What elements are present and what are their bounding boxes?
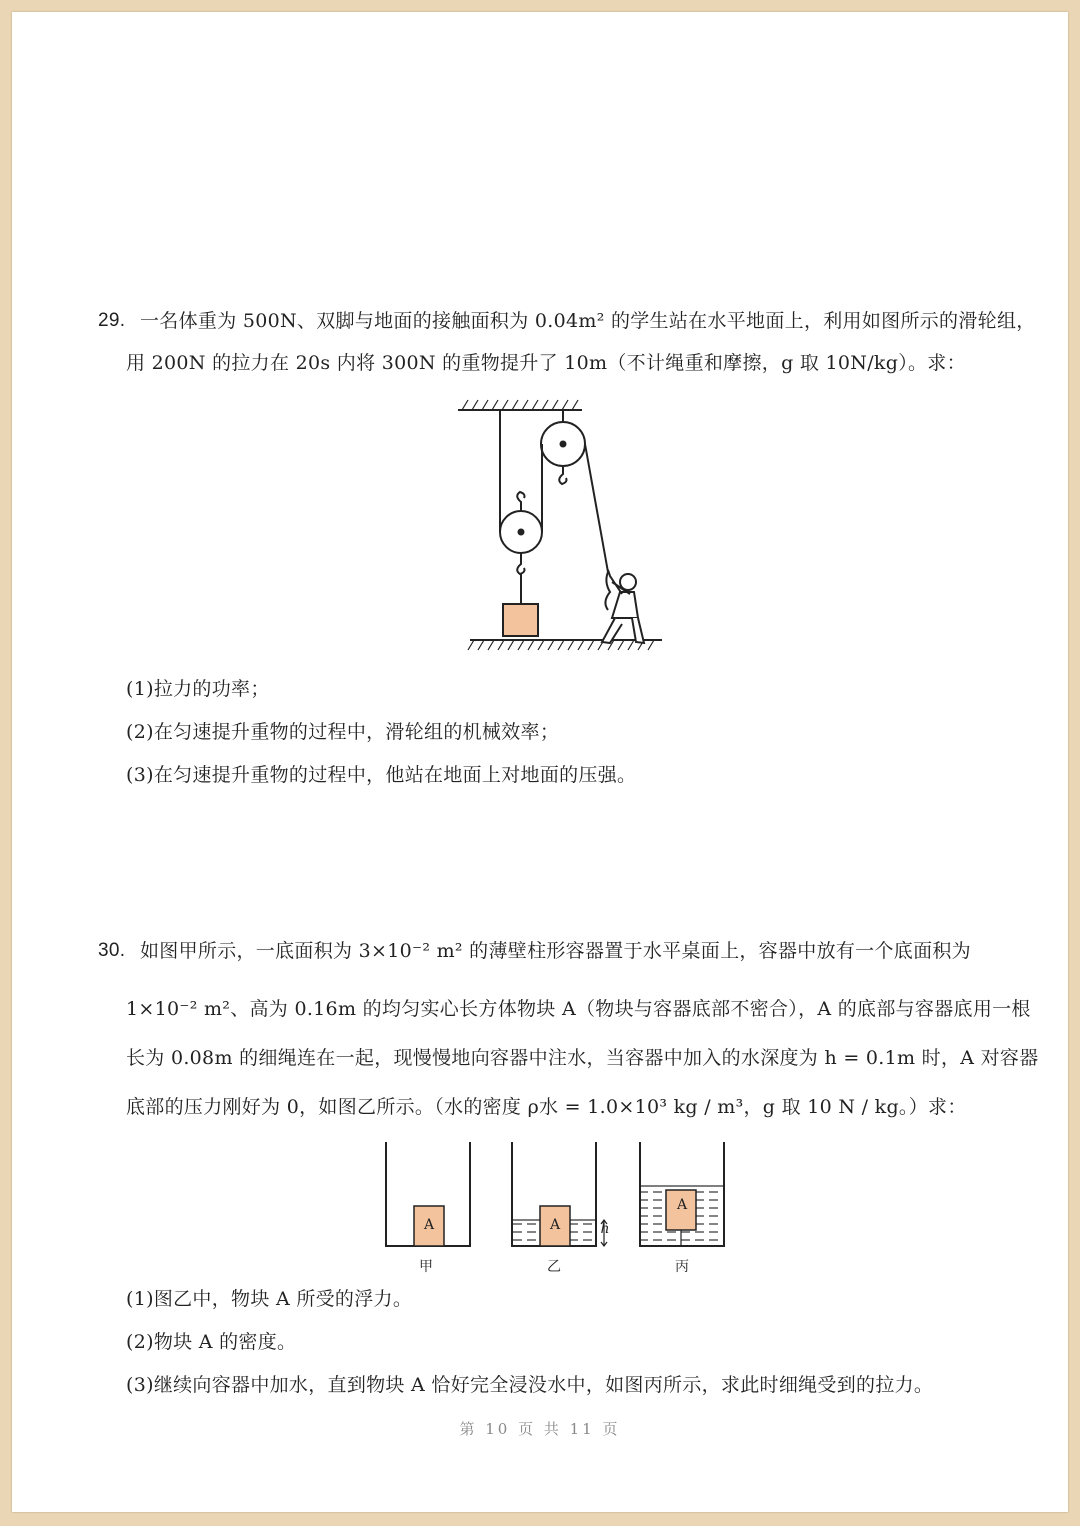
container-bing (640, 1142, 724, 1246)
q29-stem-line1: 一名体重为 500N、双脚与地面的接触面积为 0.04m² 的学生站在水平地面上，利用如图所示的滑轮组， (140, 310, 1036, 332)
q29-number: 29. (98, 310, 126, 331)
q30-number: 30. (98, 940, 126, 961)
q29-stem-line2: 用 200N 的拉力在 20s 内将 300N 的重物提升了 10m（不计绳重和摩擦，g 取 10N/kg）。求： (126, 352, 966, 374)
q29-sub1: (1)拉力的功率； (126, 678, 270, 700)
caption-jia: 甲 (419, 1259, 433, 1275)
q30-stem-line2: 1×10⁻² m²、高为 0.16m 的均匀实心长方体物块 A（物块与容器底部不密合），A 的底部与容器底用一根 (126, 998, 1031, 1020)
block-a-label-yi: A (549, 1217, 561, 1233)
caption-bing: 丙 (675, 1259, 689, 1275)
weight-block (503, 604, 538, 636)
q30-sub1: (1)图乙中，物块 A 所受的浮力。 (126, 1288, 413, 1310)
exam-page (12, 12, 1068, 1512)
q30-sub2: (2)物块 A 的密度。 (126, 1331, 297, 1353)
q29-sub2: (2)在匀速提升重物的过程中，滑轮组的机械效率； (126, 721, 560, 743)
q30-sub3: (3)继续向容器中加水，直到物块 A 恰好完全浸没水中，如图丙所示，求此时细绳受到的拉力。 (126, 1374, 934, 1396)
block-a-label-bing: A (676, 1197, 688, 1213)
depth-h-label: h (600, 1221, 610, 1237)
caption-yi: 乙 (547, 1259, 561, 1275)
person-pulling-icon (602, 570, 644, 643)
q30-stem-line1: 如图甲所示，一底面积为 3×10⁻² m² 的薄壁柱形容器置于水平桌面上，容器中放有一个底面积为 (140, 940, 971, 962)
containers-figure (372, 1140, 742, 1252)
page-footer: 第 10 页 共 11 页 (459, 1420, 621, 1438)
q29-sub3: (3)在匀速提升重物的过程中，他站在地面上对地面的压强。 (126, 764, 637, 786)
q30-stem-line3: 长为 0.08m 的细绳连在一起，现慢慢地向容器中注水，当容器中加入的水深度为 h = 0.1m 时，A 对容器 (126, 1047, 1039, 1069)
q30-stem-line4: 底部的压力刚好为 0，如图乙所示。（水的密度 ρ水 = 1.0×10³ kg / m³，g 取 10 N / kg。）求： (126, 1096, 967, 1118)
pulley-system-figure (452, 396, 662, 656)
block-a-label-jia: A (423, 1217, 435, 1233)
